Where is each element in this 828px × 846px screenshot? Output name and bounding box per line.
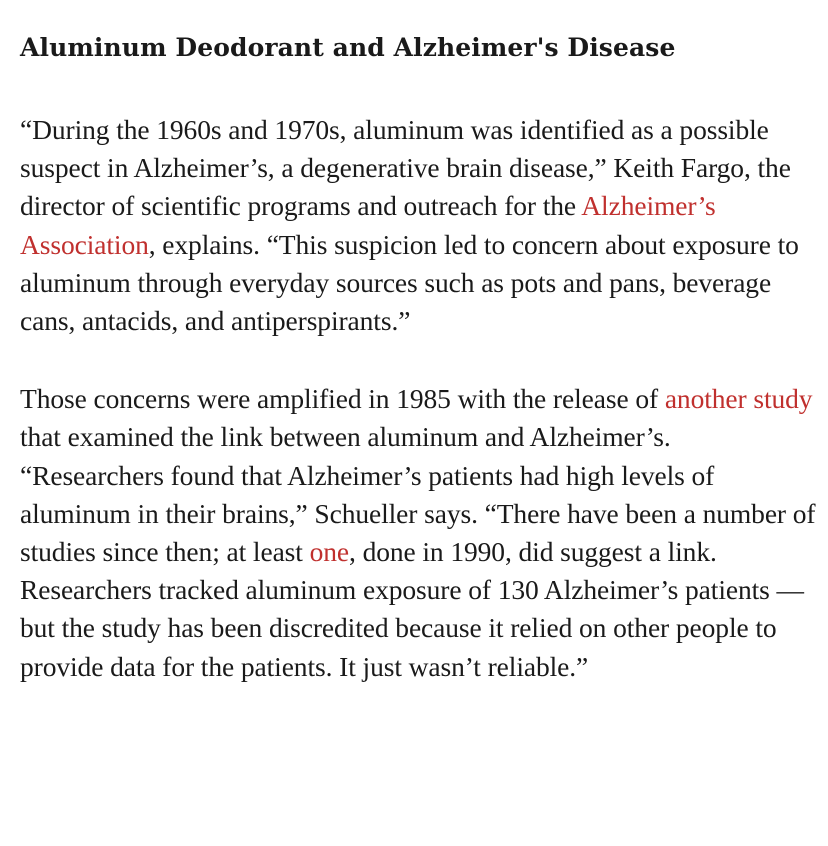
alzheimers-association-link[interactable]: Alzheimer’s Association [20,190,716,260]
paragraph-1-text-a: “During the 1960s and 1970s, aluminum was identified as a possible suspect in Alzheimer’s, a degenerative brain disease,” Keith Fargo, the director of scientific programs and outreach for the [20,114,791,222]
article-heading: Aluminum Deodorant and Alzheimer's Disease [20,33,676,62]
paragraph-1-text-b: , explains. “This suspicion led to concern about exposure to aluminum through everyday sources such as pots and pans, beverage cans, antacids, and antiperspirants.” [20,228,799,337]
paragraph-2-text-c: , done in 1990, did suggest a link. Researchers tracked aluminum exposure of 130 Alzheimer’s patients — but the study has been discredited because it relied on other people to provide data for the patients. It just wasn’t reliable.” [20,536,804,682]
paragraph-2-text-b: that examined the link between aluminum and Alzheimer’s. “Researchers found that Alzheimer’s patients had high levels of aluminum in their brains,” Schueller says. “There have been a number of studies since then; at least [20,421,816,568]
paragraph-2 [20,380,816,686]
article-body [20,28,816,686]
another-study-link[interactable]: another study [664,383,813,415]
paragraph-1 [20,111,816,340]
one-study-link[interactable]: one [309,536,350,568]
paragraph-2-text-a: Those concerns were amplified in 1985 with the release of [20,383,665,415]
